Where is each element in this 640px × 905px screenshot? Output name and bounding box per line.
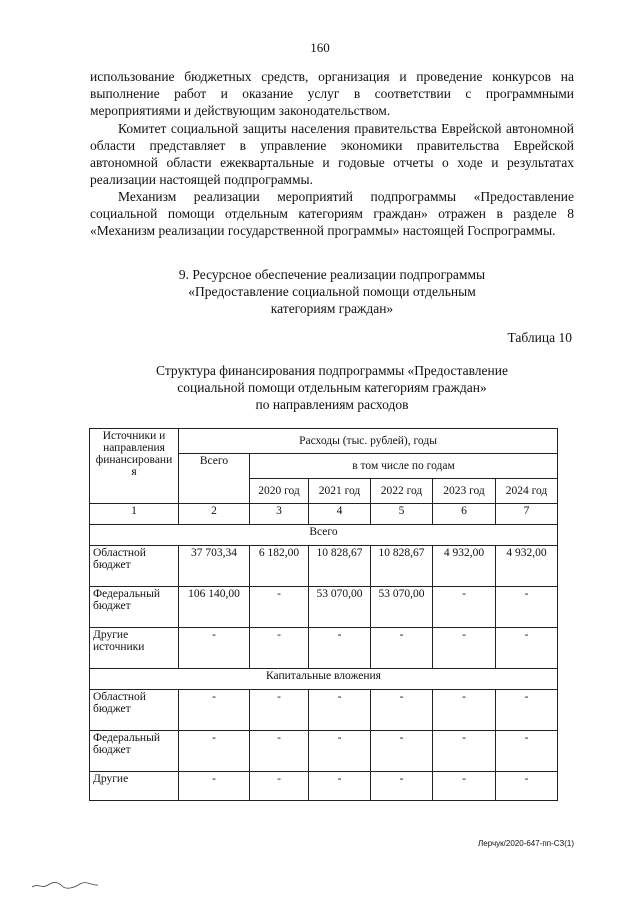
- row-label: Федеральный бюджет: [90, 731, 179, 772]
- cell-value: -: [371, 690, 433, 731]
- paragraph-1: использование бюджетных средств, организация и проведение конкурсов на выполнение работ и оказание услуг в соответствии с программными мероприятиями и действующим законодательством.: [90, 69, 574, 118]
- cell-value: -: [496, 731, 558, 772]
- header-year: 2024 год: [496, 479, 558, 504]
- row-label: Областной бюджет: [90, 546, 179, 587]
- cell-value: 53 070,00: [309, 587, 371, 628]
- column-number: 3: [250, 504, 309, 525]
- header-year: 2020 год: [250, 479, 309, 504]
- cell-value: -: [433, 587, 496, 628]
- footer-document-code: Лерчук/2020-647-пп-СЗ(1): [478, 839, 574, 848]
- cell-value: -: [309, 690, 371, 731]
- cell-value: -: [309, 628, 371, 669]
- cell-value: -: [496, 587, 558, 628]
- header-source: Источники и направления финансировани я: [90, 429, 179, 504]
- cell-value: -: [496, 772, 558, 801]
- paragraph-2: Комитет социальной защиты населения правительства Еврейской автономной области представляет в управление экономики правительства Еврейской автономной области ежеквартальные и годовые отчеты о ходе и результатах реализации настоящей подпрограммы.: [90, 121, 574, 187]
- cell-value: 10 828,67: [309, 546, 371, 587]
- column-number: 2: [179, 504, 250, 525]
- header-year: 2023 год: [433, 479, 496, 504]
- row-label: Областной бюджет: [90, 690, 179, 731]
- cell-value: -: [309, 772, 371, 801]
- header-year: 2021 год: [309, 479, 371, 504]
- header-year: 2022 год: [371, 479, 433, 504]
- column-number: 4: [309, 504, 371, 525]
- cell-value: -: [433, 772, 496, 801]
- cell-value: -: [250, 628, 309, 669]
- cell-value: -: [433, 628, 496, 669]
- table-row: [90, 772, 558, 801]
- column-number: 1: [90, 504, 179, 525]
- row-label: Федеральный бюджет: [90, 587, 179, 628]
- row-label: Другие источники: [90, 628, 179, 669]
- header-by-years: в том числе по годам: [250, 454, 558, 479]
- table-title-line3: по направлениям расходов: [255, 397, 409, 412]
- table-label: Таблица 10: [507, 330, 572, 345]
- page-number: 160: [310, 40, 330, 55]
- cell-value: 10 828,67: [371, 546, 433, 587]
- cell-value: 4 932,00: [496, 546, 558, 587]
- table-title-line2: социальной помощи отдельным категориям граждан»: [177, 380, 487, 395]
- section-heading-line1: 9. Ресурсное обеспечение реализации подпрограммы: [178, 267, 486, 282]
- cell-value: -: [250, 772, 309, 801]
- cell-value: -: [496, 628, 558, 669]
- table-row: [90, 628, 558, 669]
- cell-value: -: [179, 690, 250, 731]
- table-title: [90, 362, 574, 413]
- cell-value: -: [250, 731, 309, 772]
- row-label: Другие: [90, 772, 179, 801]
- cell-value: -: [179, 628, 250, 669]
- table-row: [90, 546, 558, 587]
- header-expenses: Расходы (тыс. рублей), годы: [179, 429, 558, 454]
- section-heading: [90, 266, 574, 317]
- cell-value: 4 932,00: [433, 546, 496, 587]
- table-row: [90, 731, 558, 772]
- paragraph-3: Механизм реализации мероприятий подпрограммы «Предоставление социальной помощи отдельным категориям граждан» отражен в разделе 8 «Механизм реализации государственной программы» настоящей Госпрограммы.: [90, 189, 574, 238]
- cell-value: -: [433, 731, 496, 772]
- section-title-capital: Капитальные вложения: [90, 669, 558, 690]
- section-heading-line2: «Предоставление социальной помощи отдельным: [188, 284, 476, 299]
- cell-value: -: [309, 731, 371, 772]
- column-number-row: [90, 504, 558, 525]
- table-title-line1: Структура финансирования подпрограммы «Предоставление: [156, 363, 508, 378]
- signature-scribble-icon: [30, 880, 100, 890]
- section-heading-line3: категориям граждан»: [270, 301, 394, 316]
- table-row: [90, 690, 558, 731]
- cell-value: -: [179, 772, 250, 801]
- cell-value: -: [371, 772, 433, 801]
- cell-value: -: [250, 690, 309, 731]
- financing-table: [89, 428, 558, 801]
- cell-value: -: [250, 587, 309, 628]
- column-number: 6: [433, 504, 496, 525]
- cell-value: -: [371, 731, 433, 772]
- table-row: [90, 587, 558, 628]
- cell-value: -: [433, 690, 496, 731]
- cell-value: 6 182,00: [250, 546, 309, 587]
- section-title-total: Всего: [90, 525, 558, 546]
- cell-value: -: [179, 731, 250, 772]
- cell-value: -: [371, 628, 433, 669]
- cell-value: -: [496, 690, 558, 731]
- cell-value: 37 703,34: [179, 546, 250, 587]
- cell-value: 53 070,00: [371, 587, 433, 628]
- header-total: Всего: [179, 454, 250, 504]
- cell-value: 106 140,00: [179, 587, 250, 628]
- column-number: 7: [496, 504, 558, 525]
- column-number: 5: [371, 504, 433, 525]
